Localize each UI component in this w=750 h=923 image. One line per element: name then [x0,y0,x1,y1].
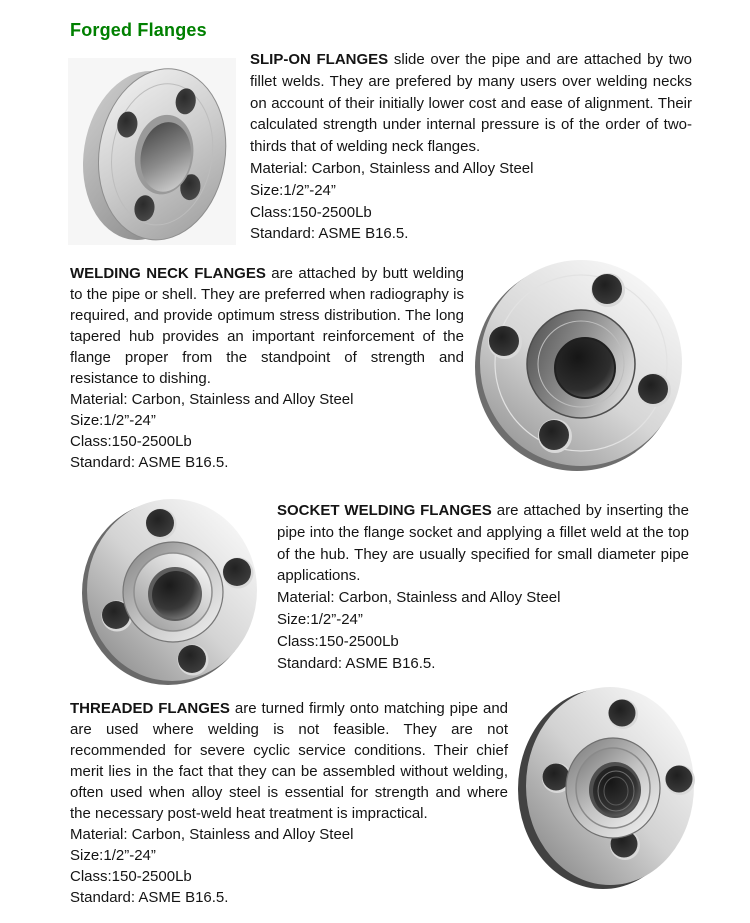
welding-neck-flange-image [470,257,690,475]
welding-neck-flange-photo [470,257,690,475]
socket-welding-material-line: Material: Carbon, Stainless and Alloy Steel [277,589,561,607]
slip-on-paragraph [250,49,692,158]
socket-welding-standard-line: Standard: ASME B16.5. [277,654,436,672]
slip-on-standard-line: Standard: ASME B16.5. [250,225,409,243]
welding-neck-size-line: Size:1/2”-24” [70,412,156,429]
welding-neck-class-line: Class:150-2500Lb [70,433,192,450]
threaded-standard-line: Standard: ASME B16.5. [70,889,229,906]
threaded-size-line: Size:1/2”-24” [70,847,156,864]
slip-on-section-text [250,49,692,245]
threaded-heading: THREADED FLANGES [70,700,230,717]
slip-on-class-line: Class:150-2500Lb [250,203,372,221]
socket-welding-heading: SOCKET WELDING FLANGES [277,502,492,519]
socket-welding-body: are attached by inserting the pipe into the flange socket and applying a fillet weld at the top of the hub. They are usually specified for small diameter pipe applications. [277,502,689,585]
welding-neck-section-text [70,263,464,473]
welding-neck-material-line: Material: Carbon, Stainless and Alloy Steel [70,391,354,408]
threaded-section-text [70,698,508,908]
slip-on-flange-image [68,58,236,245]
slip-on-flange-photo [68,58,236,245]
threaded-material-line: Material: Carbon, Stainless and Alloy Steel [70,826,354,843]
welding-neck-paragraph [70,263,464,389]
slip-on-size-line: Size:1/2”-24” [250,181,336,199]
socket-welding-paragraph [277,500,689,587]
welding-neck-body: are attached by butt welding to the pipe or shell. They are preferred when radiography is required, and provide optimum stress distribution. The long tapered hub provides an important reinforcement of the flange proper from the standpoint of strength and resistance to dishing. [70,265,464,387]
socket-welding-class-line: Class:150-2500Lb [277,632,399,650]
slip-on-heading: SLIP-ON FLANGES [250,51,389,68]
socket-welding-section-text [277,500,689,674]
threaded-flange-photo [518,684,696,890]
welding-neck-standard-line: Standard: ASME B16.5. [70,454,229,471]
slip-on-material-line: Material: Carbon, Stainless and Alloy Steel [250,159,534,177]
welding-neck-heading: WELDING NECK FLANGES [70,265,266,282]
socket-welding-flange-photo [62,492,266,688]
threaded-flange-image [518,684,696,890]
threaded-body: are turned firmly onto matching pipe and are used where welding is not feasible. They are not recommended for severe cyclic service conditions. Their chief merit lies in the fact that they can be assembled without welding, often used when alloy steel is essential for strength and where the necessary post-weld heat treatment is impractical. [70,700,509,822]
page-title: Forged Flanges [70,20,207,40]
threaded-class-line: Class:150-2500Lb [70,868,192,885]
threaded-paragraph [70,698,508,824]
slip-on-body: slide over the pipe and are attached by two fillet welds. They are prefered by many users over welding necks on account of their initially lower cost and ease of alignment. Their calculated strength under internal pressure is of the order of two-thirds that of welding neck flanges. [250,51,692,156]
socket-welding-size-line: Size:1/2”-24” [277,610,363,628]
socket-welding-flange-image [62,492,266,688]
